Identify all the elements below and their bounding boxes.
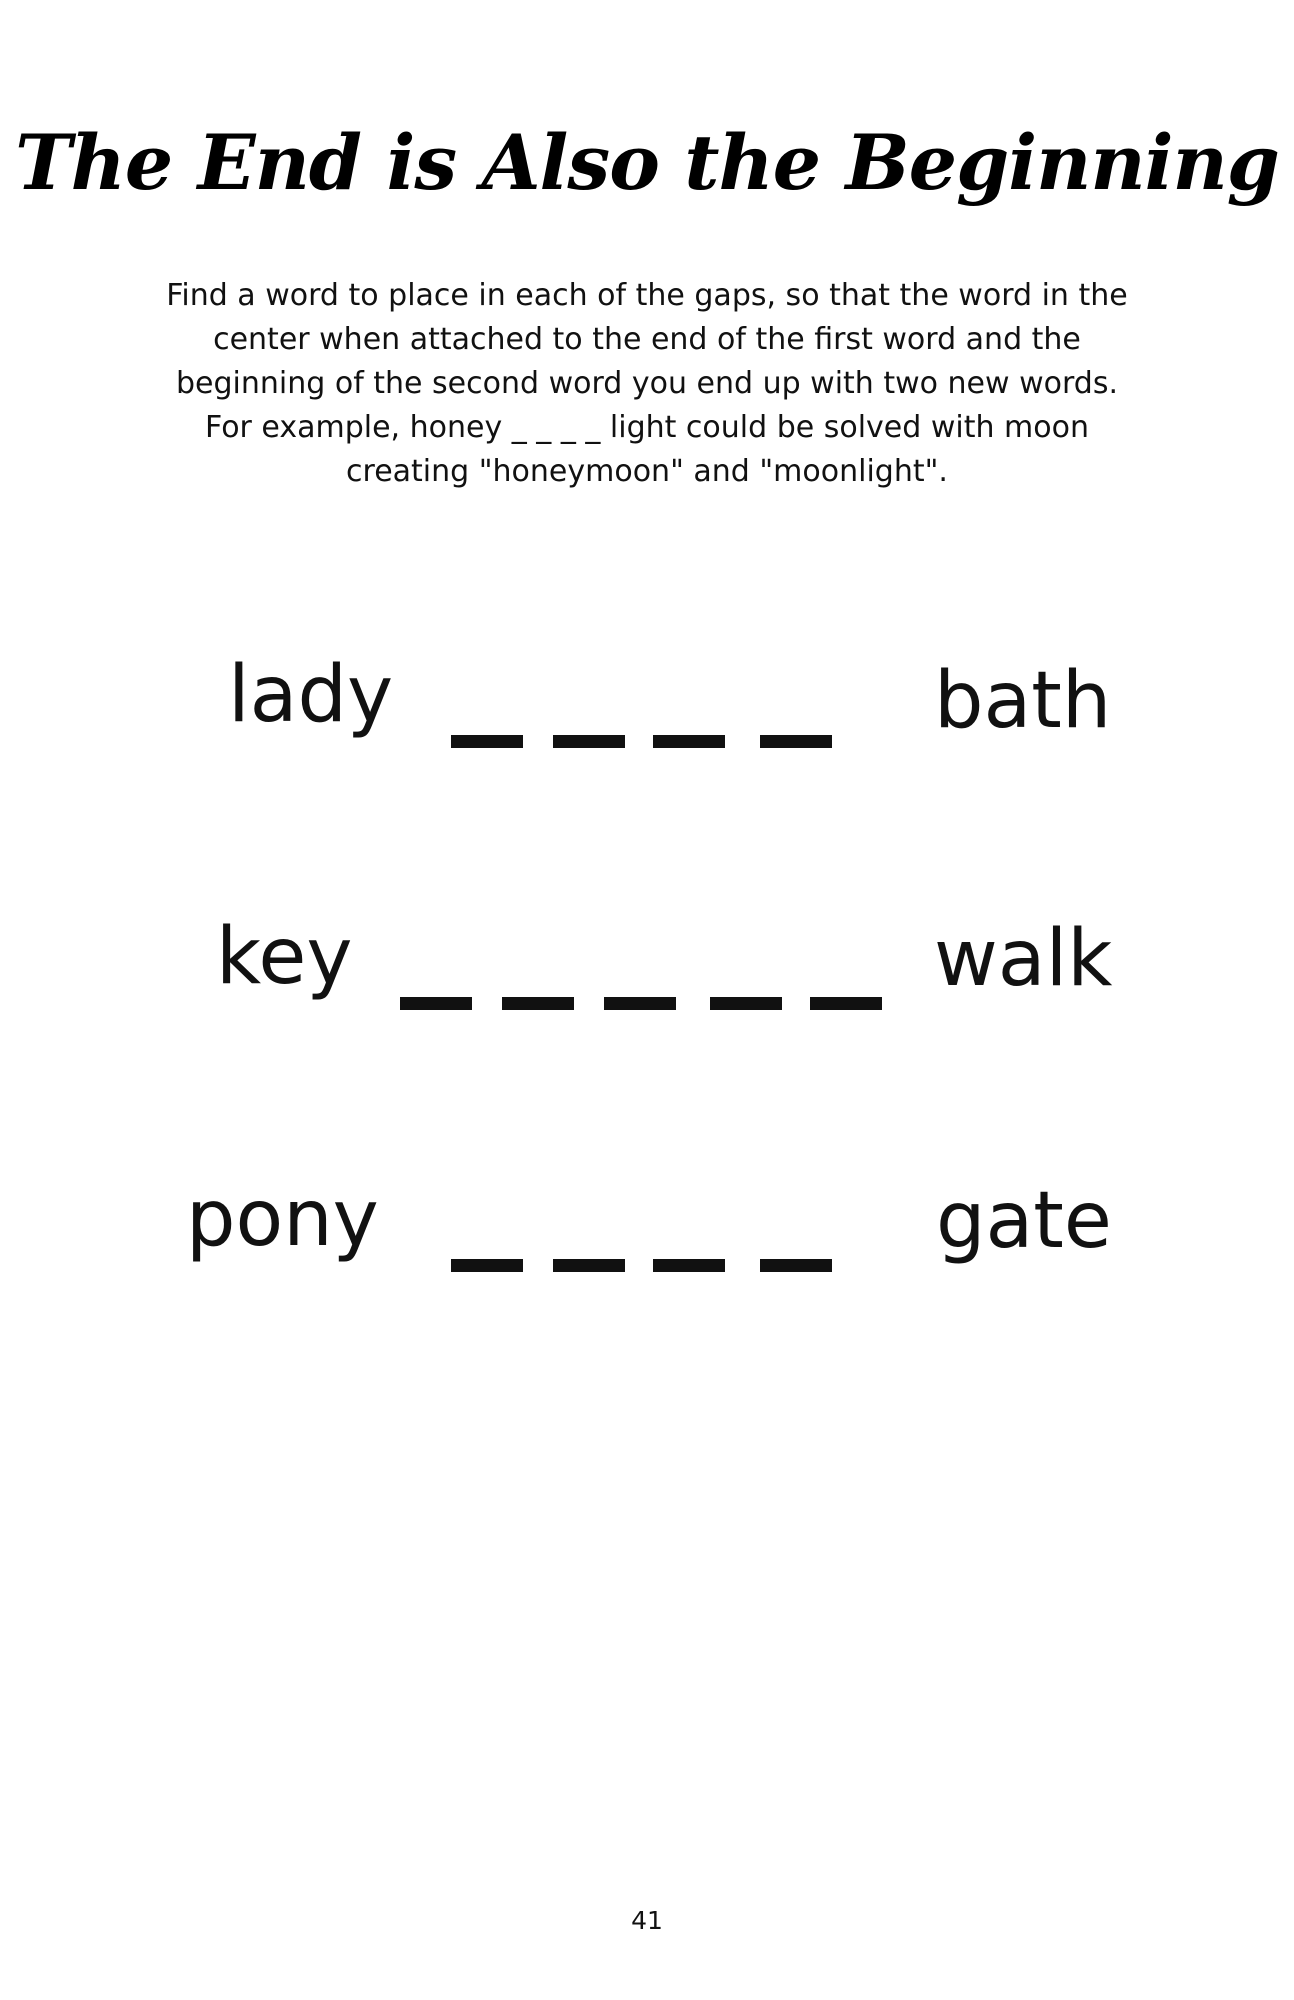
letter-blank <box>710 997 782 1010</box>
letter-blank <box>451 1259 523 1272</box>
letter-blank <box>604 997 676 1010</box>
letter-blank <box>653 735 725 748</box>
second-word: gate <box>936 1176 1112 1266</box>
second-word: walk <box>934 914 1113 1004</box>
puzzle-row-1 <box>0 650 1294 760</box>
puzzle-row-3 <box>0 1174 1294 1284</box>
first-word: key <box>216 912 353 1002</box>
puzzle-row-2 <box>0 912 1294 1022</box>
letter-blank <box>760 1259 832 1272</box>
first-word: lady <box>228 650 394 740</box>
letter-blank <box>760 735 832 748</box>
letter-blank <box>810 997 882 1010</box>
letter-blank <box>451 735 523 748</box>
page-title: The End is Also the Beginning <box>15 118 1279 207</box>
letter-blank <box>653 1259 725 1272</box>
letter-blank <box>553 1259 625 1272</box>
instructions-text: Find a word to place in each of the gaps, so that the word in the center when attached to the end of the first word and the beginning of the second word you end up with two new words. For example, honey _ _ _ _ light could be solved with moon creating "honeymoon" and "moonlight". <box>166 278 1128 489</box>
letter-blank <box>400 997 472 1010</box>
second-word: bath <box>934 656 1112 746</box>
letter-blank <box>502 997 574 1010</box>
letter-blank <box>553 735 625 748</box>
page-number: 41 <box>631 1906 663 1935</box>
first-word: pony <box>186 1174 379 1264</box>
